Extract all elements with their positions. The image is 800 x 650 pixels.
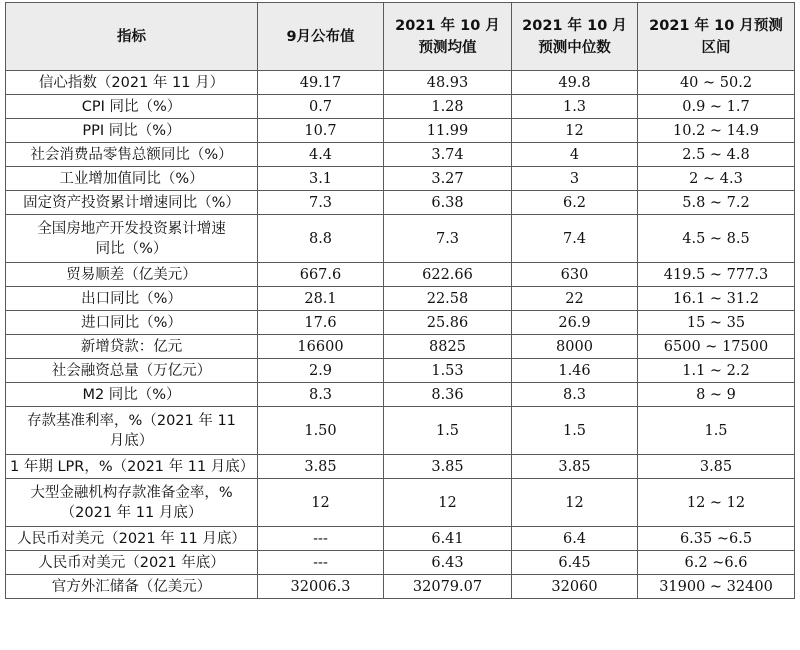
- oct-mean: 8.36: [384, 383, 512, 407]
- oct-range: 3.85: [638, 455, 795, 479]
- indicator-label: 1 年期 LPR，%（2021 年 11 月底）: [6, 455, 258, 479]
- oct-mean: 3.27: [384, 167, 512, 191]
- sep-value: 2.9: [258, 359, 384, 383]
- indicator-label: 大型金融机构存款准备金率，% （2021 年 11 月底）: [6, 479, 258, 527]
- oct-median: 26.9: [512, 311, 638, 335]
- sep-value: 4.4: [258, 143, 384, 167]
- indicator-label: 固定资产投资累计增速同比（%）: [6, 191, 258, 215]
- oct-range: 1.5: [638, 407, 795, 455]
- indicator-label: 官方外汇储备（亿美元）: [6, 575, 258, 599]
- table-row: [6, 479, 795, 527]
- oct-median: 6.2: [512, 191, 638, 215]
- oct-range: 2.5 ~ 4.8: [638, 143, 795, 167]
- oct-median: 7.4: [512, 215, 638, 263]
- header-indicator: 指标: [6, 3, 258, 71]
- oct-median: 49.8: [512, 71, 638, 95]
- indicator-label: 全国房地产开发投资累计增速 同比（%）: [6, 215, 258, 263]
- table-row: [6, 119, 795, 143]
- oct-range: 15 ~ 35: [638, 311, 795, 335]
- oct-median: 12: [512, 479, 638, 527]
- oct-median: 1.5: [512, 407, 638, 455]
- oct-mean: 22.58: [384, 287, 512, 311]
- sep-value: 8.3: [258, 383, 384, 407]
- table-row: [6, 263, 795, 287]
- oct-mean: 32079.07: [384, 575, 512, 599]
- oct-range: 31900 ~ 32400: [638, 575, 795, 599]
- header-sep-value: 9月公布值: [258, 3, 384, 71]
- sep-value: ---: [258, 527, 384, 551]
- oct-range: 5.8 ~ 7.2: [638, 191, 795, 215]
- oct-median: 8000: [512, 335, 638, 359]
- oct-range: 4.5 ~ 8.5: [638, 215, 795, 263]
- indicator-label: 信心指数（2021 年 11 月）: [6, 71, 258, 95]
- table-row: [6, 287, 795, 311]
- oct-range: 419.5 ~ 777.3: [638, 263, 795, 287]
- header-row: [6, 3, 795, 71]
- table-row: [6, 95, 795, 119]
- sep-value: 28.1: [258, 287, 384, 311]
- oct-mean: 48.93: [384, 71, 512, 95]
- oct-mean: 1.5: [384, 407, 512, 455]
- oct-mean: 12: [384, 479, 512, 527]
- oct-median: 6.4: [512, 527, 638, 551]
- indicator-label: PPI 同比（%）: [6, 119, 258, 143]
- oct-range: 12 ~ 12: [638, 479, 795, 527]
- sep-value: 17.6: [258, 311, 384, 335]
- table-row: [6, 215, 795, 263]
- oct-median: 3: [512, 167, 638, 191]
- table-row: [6, 551, 795, 575]
- oct-median: 3.85: [512, 455, 638, 479]
- indicator-label: 出口同比（%）: [6, 287, 258, 311]
- table-row: [6, 71, 795, 95]
- sep-value: 1.50: [258, 407, 384, 455]
- table-row: [6, 359, 795, 383]
- sep-value: 32006.3: [258, 575, 384, 599]
- indicator-label: 人民币对美元（2021 年底）: [6, 551, 258, 575]
- indicator-label: M2 同比（%）: [6, 383, 258, 407]
- indicator-label: 新增贷款：亿元: [6, 335, 258, 359]
- table-header: [6, 3, 795, 71]
- table-row: [6, 167, 795, 191]
- sep-value: 10.7: [258, 119, 384, 143]
- indicator-label: 工业增加值同比（%）: [6, 167, 258, 191]
- oct-range: 6.2 ~6.6: [638, 551, 795, 575]
- oct-mean: 622.66: [384, 263, 512, 287]
- indicator-label: 社会消费品零售总额同比（%）: [6, 143, 258, 167]
- oct-range: 0.9 ~ 1.7: [638, 95, 795, 119]
- header-oct-median: 2021 年 10 月 预测中位数: [512, 3, 638, 71]
- header-oct-mean: 2021 年 10 月 预测均值: [384, 3, 512, 71]
- oct-median: 4: [512, 143, 638, 167]
- sep-value: 667.6: [258, 263, 384, 287]
- oct-mean: 6.43: [384, 551, 512, 575]
- table-row: [6, 575, 795, 599]
- table-body: [6, 71, 795, 599]
- oct-range: 10.2 ~ 14.9: [638, 119, 795, 143]
- table-row: [6, 407, 795, 455]
- oct-mean: 1.28: [384, 95, 512, 119]
- sep-value: 16600: [258, 335, 384, 359]
- oct-median: 1.46: [512, 359, 638, 383]
- oct-median: 1.3: [512, 95, 638, 119]
- sep-value: 3.1: [258, 167, 384, 191]
- sep-value: 0.7: [258, 95, 384, 119]
- oct-median: 22: [512, 287, 638, 311]
- oct-mean: 3.74: [384, 143, 512, 167]
- sep-value: 49.17: [258, 71, 384, 95]
- oct-range: 6.35 ~6.5: [638, 527, 795, 551]
- forecast-table: [5, 2, 795, 599]
- oct-median: 630: [512, 263, 638, 287]
- oct-range: 40 ~ 50.2: [638, 71, 795, 95]
- oct-range: 8 ~ 9: [638, 383, 795, 407]
- table-row: [6, 335, 795, 359]
- oct-mean: 8825: [384, 335, 512, 359]
- indicator-label: 存款基准利率，%（2021 年 11 月底）: [6, 407, 258, 455]
- oct-mean: 7.3: [384, 215, 512, 263]
- oct-mean: 6.41: [384, 527, 512, 551]
- oct-median: 32060: [512, 575, 638, 599]
- oct-mean: 6.38: [384, 191, 512, 215]
- indicator-label: 进口同比（%）: [6, 311, 258, 335]
- indicator-label: 贸易顺差（亿美元）: [6, 263, 258, 287]
- sep-value: 3.85: [258, 455, 384, 479]
- table-row: [6, 143, 795, 167]
- oct-range: 2 ~ 4.3: [638, 167, 795, 191]
- oct-median: 8.3: [512, 383, 638, 407]
- oct-mean: 25.86: [384, 311, 512, 335]
- oct-range: 16.1 ~ 31.2: [638, 287, 795, 311]
- indicator-label: CPI 同比（%）: [6, 95, 258, 119]
- sep-value: ---: [258, 551, 384, 575]
- oct-median: 6.45: [512, 551, 638, 575]
- table-row: [6, 383, 795, 407]
- table-row: [6, 191, 795, 215]
- table-row: [6, 527, 795, 551]
- oct-mean: 11.99: [384, 119, 512, 143]
- table-row: [6, 455, 795, 479]
- table-row: [6, 311, 795, 335]
- oct-range: 1.1 ~ 2.2: [638, 359, 795, 383]
- oct-range: 6500 ~ 17500: [638, 335, 795, 359]
- oct-mean: 1.53: [384, 359, 512, 383]
- sep-value: 12: [258, 479, 384, 527]
- header-oct-range: 2021 年 10 月预测 区间: [638, 3, 795, 71]
- oct-mean: 3.85: [384, 455, 512, 479]
- sep-value: 7.3: [258, 191, 384, 215]
- oct-median: 12: [512, 119, 638, 143]
- indicator-label: 人民币对美元（2021 年 11 月底）: [6, 527, 258, 551]
- sep-value: 8.8: [258, 215, 384, 263]
- indicator-label: 社会融资总量（万亿元）: [6, 359, 258, 383]
